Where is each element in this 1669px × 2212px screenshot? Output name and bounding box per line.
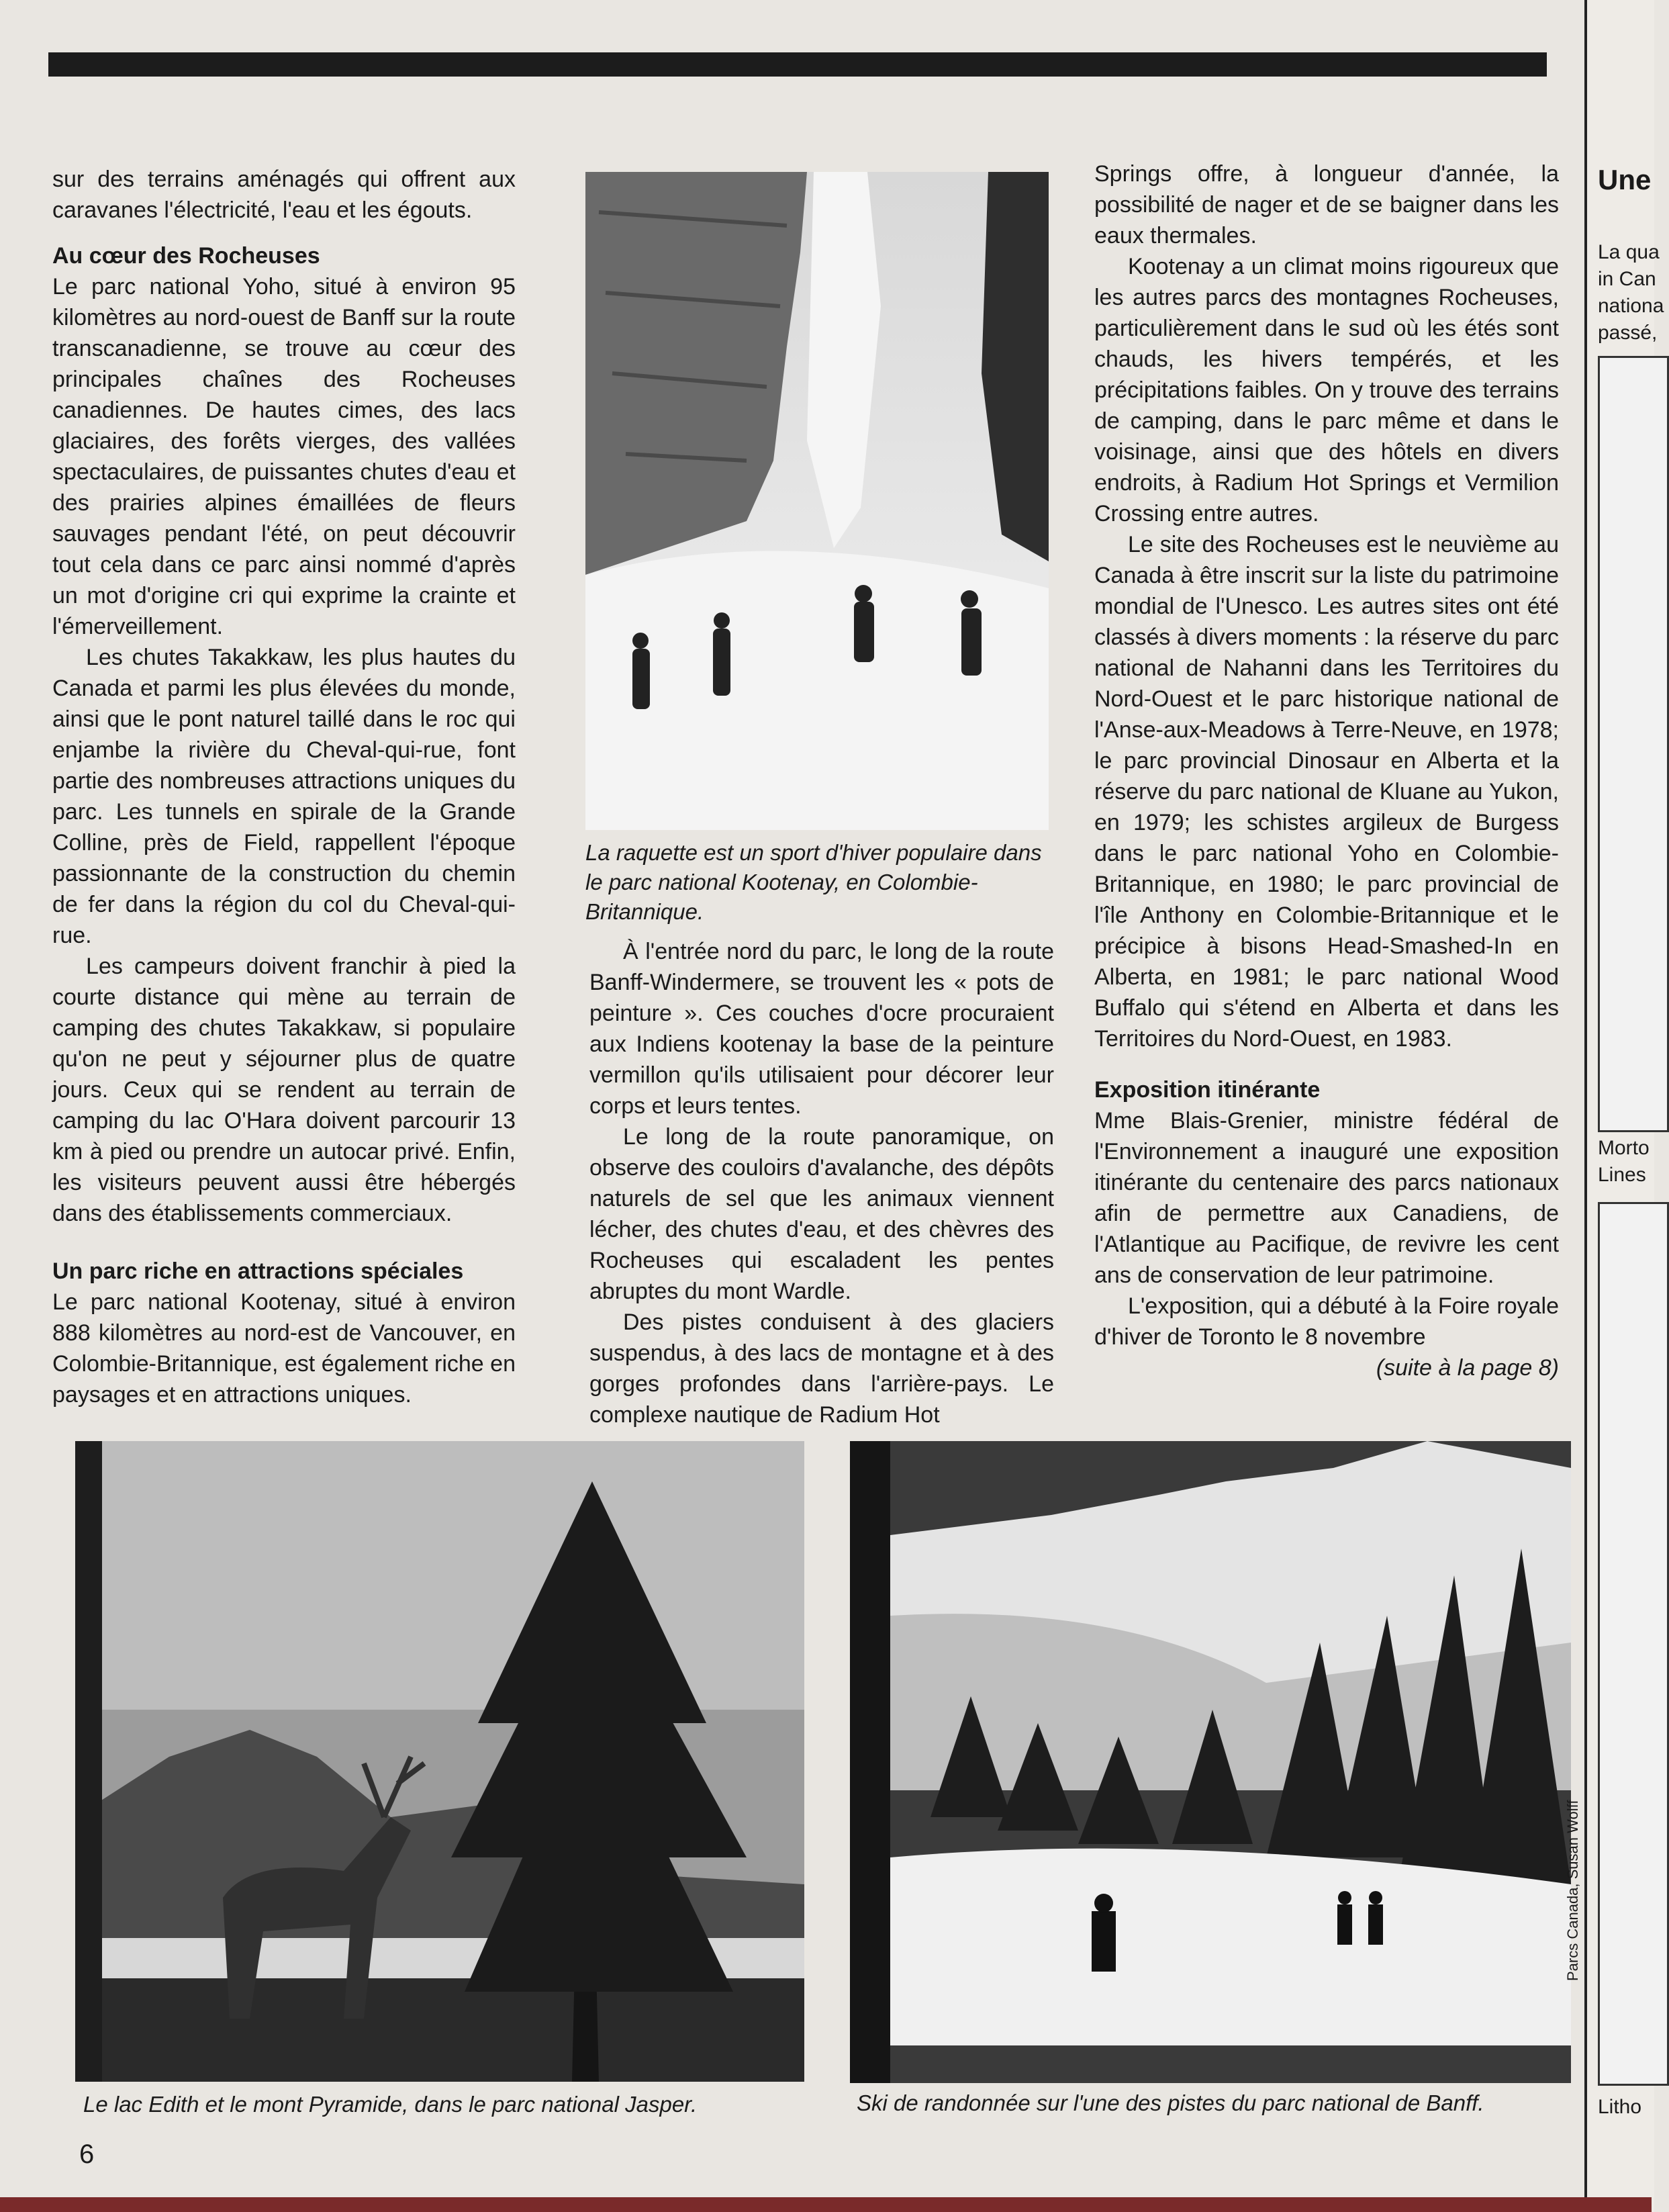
adjacent-line: La qua: [1598, 241, 1660, 263]
column-3: [1094, 158, 1559, 1383]
paragraph: Kootenay a un climat moins rigoureux que les autres parcs des montagnes Rocheuses, particulièrement dans le sud où les étés sont chauds, les hivers tempérés, et les précipitations faibles. On y trouve des terrains de camping, dans le parc même et dans le voisinage, ainsi que des hôtels en divers endroits, à Radium Hot Springs et Vermilion Crossing entre autres.: [1094, 254, 1559, 526]
paragraph: Le site des Rocheuses est le neuvième au Canada à être inscrit sur la liste du patrimoine mondial de l'Unesco. Les autres sites ont été classés à divers moments : la réserve du parc national de Nahanni dans les Territoires du Nord-Ouest et le parc historique national de l'Anse-aux-Meadows à Terre-Neuve, en 1978; le parc provincial Dinosaur en Alberta et la réserve du parc national de Kluane au Yukon, en 1979; les schistes argileux de Burgess dans le parc national Yoho en Colombie-Britannique, en 1980; le parc provincial de l'île Anthony en Colombie-Britannique et le précipice à bisons Head-Smashed-In en Alberta, en 1981; le parc national Wood Buffalo qui s'étend en Alberta et dans les Territoires du Nord-Ouest, en 1983.: [1094, 532, 1559, 1052]
paragraph: Le parc national Yoho, situé à environ 95 kilomètres au nord-ouest de Banff sur la route transcanadienne, se trouve au cœur des principales chaînes des Rocheuses canadiennes. De hautes cimes, des lacs glaciaires, des forêts vierges, des vallées spectaculaires, de puissantes chutes d'eau et des prairies alpines émaillées de fleurs sauvages pendant l'été, on peut découvrir tout cela dans ce parc ainsi nommé d'après un mot d'origine cri qui exprime la crainte et l'émerveillement.: [52, 274, 516, 639]
paragraph: sur des terrains aménagés qui offrent aux caravanes l'électricité, l'eau et les égouts.: [52, 167, 516, 223]
bottom-edge: [0, 2197, 1652, 2212]
subheading-rocheuses: Au cœur des Rocheuses: [52, 243, 320, 269]
page-number: 6: [79, 2139, 95, 2169]
paragraph: Le long de la route panoramique, on observe des couloirs d'avalanche, des dépôts naturels de sel que les animaux viennent lécher, des chutes d'eau, et des chèvres des Rocheuses qui escaladent les pentes abruptes du mont Wardle.: [589, 1124, 1054, 1304]
subheading-attractions: Un parc riche en attractions spéciales: [52, 1258, 464, 1284]
paragraph: Mme Blais-Grenier, ministre fédéral de l'Environnement a inauguré une exposition itinérante du centenaire des parcs nationaux afin de permettre aux Canadiens, de l'Atlantique au Pacifique, de revivre les cent ans de conservation de leur patrimoine.: [1094, 1108, 1559, 1288]
adjacent-line: in Can: [1598, 268, 1656, 290]
adjacent-line: nationa: [1598, 295, 1664, 317]
photo-snowshoeing: [585, 172, 1049, 830]
photo-skiing: [850, 1441, 1571, 2083]
paragraph: Springs offre, à longueur d'année, la possibilité de nager et de se baigner dans les eaux thermales.: [1094, 161, 1559, 248]
adjacent-page: [1584, 0, 1664, 2212]
column-2: [589, 936, 1054, 1430]
paragraph: Les chutes Takakkaw, les plus hautes du Canada et parmi les plus élevées du monde, ainsi que le pont naturel taillé dans le roc qui enjambe la rivière du Cheval-qui-rue, font partie des nombreuses attractions uniques du parc. Les tunnels en spirale de la Grande Colline, près de Field, rappellent l'époque passionnante de la construction du chemin de fer dans la région du col du Cheval-qui-rue.: [52, 645, 516, 948]
photo-deer-lake: [75, 1441, 804, 2082]
adjacent-caption: Morto: [1598, 1137, 1650, 1159]
caption-snowshoeing: La raquette est un sport d'hiver populaire dans le parc national Kootenay, en Colombie-Britannique.: [585, 840, 1042, 924]
column-1: [52, 164, 516, 1410]
adjacent-line: passé,: [1598, 322, 1658, 344]
header-rule: [48, 52, 1547, 77]
adjacent-figure: [1598, 356, 1669, 1132]
adjacent-caption: Lines: [1598, 1164, 1646, 1186]
adjacent-figure: [1598, 1202, 1669, 2086]
photo-credit: Parcs Canada, Susan Wolff: [1564, 1800, 1581, 1981]
paragraph: Les campeurs doivent franchir à pied la courte distance qui mène au terrain de camping des chutes Takakkaw, si populaire qu'on ne peut y séjourner plus de quatre jours. Ceux qui se rendent au terrain de camping du lac O'Hara doivent parcourir 13 km à pied ou prendre un autocar privé. Enfin, les visiteurs peuvent aussi être hébergés dans des établissements commerciaux.: [52, 954, 516, 1226]
continued-note: (suite à la page 8): [1376, 1355, 1559, 1381]
adjacent-title: Une: [1598, 164, 1652, 195]
caption-jasper: Le lac Edith et le mont Pyramide, dans le parc national Jasper.: [83, 2092, 698, 2117]
caption-banff: Ski de randonnée sur l'une des pistes du parc national de Banff.: [857, 2090, 1484, 2115]
subheading-exposition: Exposition itinérante: [1094, 1077, 1321, 1103]
adjacent-footer: Litho: [1598, 2096, 1642, 2118]
paragraph: À l'entrée nord du parc, le long de la route Banff-Windermere, se trouvent les « pots de peinture ». Ces couches d'ocre procuraient aux Indiens kootenay la base de la peinture vermillon qu'ils utilisaient pour décorer leur corps et leurs tentes.: [589, 939, 1054, 1119]
paragraph: Le parc national Kootenay, situé à environ 888 kilomètres au nord-est de Vancouver, en Colombie-Britannique, est également riche en paysages et en attractions uniques.: [52, 1289, 516, 1408]
paragraph: L'exposition, qui a débuté à la Foire royale d'hiver de Toronto le 8 novembre: [1094, 1293, 1559, 1350]
paragraph: Des pistes conduisent à des glaciers suspendus, à des lacs de montagne et à des gorges profondes dans l'arrière-pays. Le complexe nautique de Radium Hot: [589, 1309, 1054, 1428]
